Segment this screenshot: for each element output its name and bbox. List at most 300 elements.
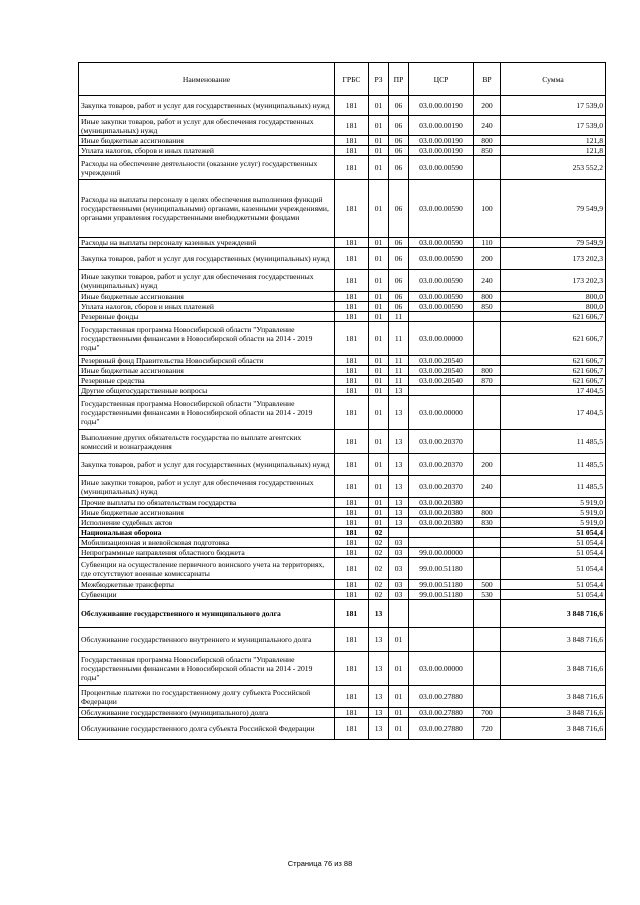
table-row — [79, 498, 606, 508]
cell-grbs: 181 — [335, 156, 369, 180]
cell-grbs: 181 — [335, 454, 369, 476]
header-grbs: ГРБС — [335, 63, 369, 96]
cell-rz: 01 — [369, 476, 389, 498]
cell-csr — [409, 538, 474, 548]
table-header-row — [79, 63, 606, 96]
cell-name: Государственная программа Новосибирской области "Управление государственными финансами в Новосибирской области на 2014 - 2019 годы" — [79, 396, 335, 430]
cell-rz: 01 — [369, 312, 389, 322]
cell-rz: 01 — [369, 396, 389, 430]
cell-sum: 3 848 716,6 — [501, 652, 606, 686]
table-row — [79, 366, 606, 376]
cell-grbs: 181 — [335, 518, 369, 528]
cell-rz: 01 — [369, 292, 389, 302]
table-row — [79, 454, 606, 476]
cell-pr: 06 — [389, 238, 409, 248]
budget-table — [78, 62, 606, 740]
cell-pr: 06 — [389, 146, 409, 156]
cell-sum: 621 606,7 — [501, 376, 606, 386]
cell-sum: 51 054,4 — [501, 590, 606, 600]
cell-pr: 11 — [389, 312, 409, 322]
cell-vr: 530 — [474, 590, 501, 600]
cell-csr: 99.0.00.51180 — [409, 580, 474, 590]
header-csr: ЦСР — [409, 63, 474, 96]
cell-sum: 51 054,4 — [501, 528, 606, 538]
cell-name: Обслуживание государственного и муниципального долга — [79, 600, 335, 628]
table-row — [79, 718, 606, 740]
cell-rz: 02 — [369, 580, 389, 590]
cell-vr: 800 — [474, 366, 501, 376]
cell-grbs: 181 — [335, 248, 369, 270]
cell-csr: 03.0.00.00000 — [409, 322, 474, 356]
cell-sum: 11 485,5 — [501, 476, 606, 498]
cell-rz: 01 — [369, 136, 389, 146]
cell-rz: 01 — [369, 518, 389, 528]
cell-pr: 11 — [389, 366, 409, 376]
table-row — [79, 292, 606, 302]
cell-vr — [474, 538, 501, 548]
cell-grbs: 181 — [335, 686, 369, 708]
cell-pr: 13 — [389, 430, 409, 454]
cell-sum: 3 848 716,6 — [501, 628, 606, 652]
cell-sum: 3 848 716,6 — [501, 718, 606, 740]
cell-pr: 06 — [389, 270, 409, 292]
cell-vr — [474, 600, 501, 628]
cell-sum: 621 606,7 — [501, 356, 606, 366]
cell-vr: 700 — [474, 708, 501, 718]
cell-csr — [409, 528, 474, 538]
table-row — [79, 708, 606, 718]
cell-grbs: 181 — [335, 430, 369, 454]
cell-csr — [409, 386, 474, 396]
cell-sum: 17 404,5 — [501, 386, 606, 396]
cell-csr: 03.0.00.00590 — [409, 292, 474, 302]
cell-csr: 03.0.00.20370 — [409, 454, 474, 476]
header-name: Наименование — [79, 63, 335, 96]
cell-rz: 01 — [369, 180, 389, 238]
cell-sum: 121,8 — [501, 146, 606, 156]
cell-csr — [409, 312, 474, 322]
table-row — [79, 396, 606, 430]
cell-pr: 06 — [389, 136, 409, 146]
cell-sum: 253 552,2 — [501, 156, 606, 180]
table-row — [79, 538, 606, 548]
cell-name: Государственная программа Новосибирской области "Управление государственными финансами в Новосибирской области на 2014 - 2019 годы" — [79, 322, 335, 356]
cell-grbs: 181 — [335, 322, 369, 356]
table-row — [79, 270, 606, 292]
cell-rz: 01 — [369, 508, 389, 518]
cell-name: Обслуживание государственного долга субъекта Российской Федерации — [79, 718, 335, 740]
cell-pr: 11 — [389, 376, 409, 386]
header-pr: ПР — [389, 63, 409, 96]
cell-pr: 03 — [389, 558, 409, 580]
cell-pr: 03 — [389, 548, 409, 558]
table-row — [79, 476, 606, 498]
cell-pr: 13 — [389, 454, 409, 476]
cell-grbs: 181 — [335, 590, 369, 600]
budget-table-sheet — [78, 62, 605, 740]
cell-name: Непрограммные направления областного бюджета — [79, 548, 335, 558]
cell-name: Иные закупки товаров, работ и услуг для обеспечения государственных (муниципальных) нужд — [79, 270, 335, 292]
cell-grbs: 181 — [335, 708, 369, 718]
cell-sum: 5 919,0 — [501, 498, 606, 508]
table-row — [79, 322, 606, 356]
cell-pr: 13 — [389, 396, 409, 430]
cell-grbs: 181 — [335, 116, 369, 136]
cell-vr — [474, 686, 501, 708]
cell-rz: 01 — [369, 156, 389, 180]
cell-pr: 06 — [389, 302, 409, 312]
cell-sum: 5 919,0 — [501, 508, 606, 518]
cell-vr — [474, 430, 501, 454]
cell-name: Резервные фонды — [79, 312, 335, 322]
cell-rz: 01 — [369, 248, 389, 270]
cell-rz: 01 — [369, 454, 389, 476]
cell-pr: 06 — [389, 180, 409, 238]
cell-sum: 621 606,7 — [501, 312, 606, 322]
cell-name: Иные закупки товаров, работ и услуг для обеспечения государственных (муниципальных) нужд — [79, 476, 335, 498]
cell-vr: 870 — [474, 376, 501, 386]
cell-grbs: 181 — [335, 270, 369, 292]
cell-name: Иные закупки товаров, работ и услуг для обеспечения государственных (муниципальных) нужд — [79, 116, 335, 136]
cell-grbs: 181 — [335, 292, 369, 302]
cell-pr: 06 — [389, 248, 409, 270]
table-row — [79, 518, 606, 528]
cell-vr: 850 — [474, 146, 501, 156]
cell-rz: 01 — [369, 116, 389, 136]
cell-rz: 02 — [369, 538, 389, 548]
cell-rz: 01 — [369, 238, 389, 248]
table-row — [79, 386, 606, 396]
cell-grbs: 181 — [335, 528, 369, 538]
cell-grbs: 181 — [335, 386, 369, 396]
cell-sum: 51 054,4 — [501, 538, 606, 548]
cell-rz: 13 — [369, 718, 389, 740]
cell-grbs: 181 — [335, 718, 369, 740]
table-row — [79, 312, 606, 322]
cell-grbs: 181 — [335, 476, 369, 498]
cell-pr: 13 — [389, 498, 409, 508]
cell-grbs: 181 — [335, 366, 369, 376]
cell-rz: 13 — [369, 628, 389, 652]
table-body — [79, 96, 606, 740]
cell-pr: 13 — [389, 508, 409, 518]
cell-vr — [474, 156, 501, 180]
cell-name: Расходы на выплаты персоналу казенных учреждений — [79, 238, 335, 248]
cell-rz: 13 — [369, 708, 389, 718]
cell-grbs: 181 — [335, 508, 369, 518]
cell-vr: 240 — [474, 270, 501, 292]
cell-name: Уплата налогов, сборов и иных платежей — [79, 302, 335, 312]
cell-grbs: 181 — [335, 376, 369, 386]
table-row — [79, 558, 606, 580]
cell-grbs: 181 — [335, 628, 369, 652]
cell-name: Прочие выплаты по обязательствам государства — [79, 498, 335, 508]
cell-sum: 11 485,5 — [501, 454, 606, 476]
cell-pr: 11 — [389, 356, 409, 366]
cell-rz: 01 — [369, 430, 389, 454]
cell-vr: 850 — [474, 302, 501, 312]
table-row — [79, 600, 606, 628]
cell-sum: 51 054,4 — [501, 548, 606, 558]
cell-pr: 11 — [389, 322, 409, 356]
cell-csr: 03.0.00.27880 — [409, 718, 474, 740]
page-footer: Страница 76 из 88 — [287, 859, 353, 868]
cell-name: Закупка товаров, работ и услуг для государственных (муниципальных) нужд — [79, 454, 335, 476]
cell-name: Расходы на выплаты персоналу в целях обеспечения выполнения функций государственными (муниципальными) органами, казенными учреждениями, органами управления государственными внебюджетными фондами — [79, 180, 335, 238]
cell-csr: 03.0.00.20370 — [409, 430, 474, 454]
table-row — [79, 180, 606, 238]
cell-vr: 200 — [474, 96, 501, 116]
cell-rz: 01 — [369, 366, 389, 376]
cell-vr: 240 — [474, 116, 501, 136]
cell-name: Национальная оборона — [79, 528, 335, 538]
cell-name: Иные бюджетные ассигнования — [79, 136, 335, 146]
cell-csr: 03.0.00.00000 — [409, 396, 474, 430]
cell-vr: 500 — [474, 580, 501, 590]
cell-csr: 03.0.00.00590 — [409, 302, 474, 312]
cell-vr: 110 — [474, 238, 501, 248]
cell-rz: 02 — [369, 590, 389, 600]
cell-csr: 03.0.00.00190 — [409, 96, 474, 116]
cell-csr — [409, 628, 474, 652]
cell-rz: 01 — [369, 96, 389, 116]
cell-csr: 03.0.00.20380 — [409, 508, 474, 518]
cell-name: Межбюджетные трансферты — [79, 580, 335, 590]
cell-rz: 01 — [369, 270, 389, 292]
cell-sum: 3 848 716,6 — [501, 600, 606, 628]
cell-name: Субвенции — [79, 590, 335, 600]
cell-csr: 03.0.00.20540 — [409, 366, 474, 376]
cell-vr: 800 — [474, 508, 501, 518]
cell-csr: 03.0.00.27880 — [409, 708, 474, 718]
cell-sum: 17 404,5 — [501, 396, 606, 430]
table-row — [79, 580, 606, 590]
cell-name: Исполнение судебных актов — [79, 518, 335, 528]
cell-pr: 01 — [389, 628, 409, 652]
cell-pr: 13 — [389, 386, 409, 396]
cell-pr: 06 — [389, 156, 409, 180]
table-row — [79, 238, 606, 248]
cell-vr: 200 — [474, 454, 501, 476]
table-row — [79, 508, 606, 518]
table-row — [79, 590, 606, 600]
cell-csr: 99.0.00.00000 — [409, 548, 474, 558]
cell-sum: 3 848 716,6 — [501, 686, 606, 708]
cell-name: Закупка товаров, работ и услуг для государственных (муниципальных) нужд — [79, 248, 335, 270]
cell-vr — [474, 528, 501, 538]
cell-name: Обслуживание государственного (муниципального) долга — [79, 708, 335, 718]
cell-pr: 03 — [389, 590, 409, 600]
cell-grbs: 181 — [335, 302, 369, 312]
header-rz: РЗ — [369, 63, 389, 96]
cell-rz: 02 — [369, 558, 389, 580]
cell-grbs: 181 — [335, 238, 369, 248]
cell-rz: 01 — [369, 146, 389, 156]
cell-name: Резервный фонд Правительства Новосибирской области — [79, 356, 335, 366]
header-vr: ВР — [474, 63, 501, 96]
cell-grbs: 181 — [335, 538, 369, 548]
cell-name: Иные бюджетные ассигнования — [79, 508, 335, 518]
cell-grbs: 181 — [335, 498, 369, 508]
cell-vr — [474, 396, 501, 430]
table-row — [79, 136, 606, 146]
cell-name: Обслуживание государственного внутреннего и муниципального долга — [79, 628, 335, 652]
cell-vr — [474, 652, 501, 686]
cell-name: Государственная программа Новосибирской области "Управление государственными финансами в Новосибирской области на 2014 - 2019 годы" — [79, 652, 335, 686]
table-row — [79, 302, 606, 312]
table-row — [79, 686, 606, 708]
cell-grbs: 181 — [335, 652, 369, 686]
cell-name: Резервные средства — [79, 376, 335, 386]
cell-name: Процентные платежи по государственному долгу субъекта Российской Федерации — [79, 686, 335, 708]
cell-grbs: 181 — [335, 548, 369, 558]
cell-name: Другие общегосударственные вопросы — [79, 386, 335, 396]
table-row — [79, 430, 606, 454]
cell-csr: 03.0.00.00590 — [409, 180, 474, 238]
cell-sum: 621 606,7 — [501, 322, 606, 356]
cell-vr — [474, 628, 501, 652]
table-row — [79, 548, 606, 558]
cell-csr: 03.0.00.00190 — [409, 146, 474, 156]
cell-csr: 03.0.00.00590 — [409, 270, 474, 292]
cell-csr: 03.0.00.00000 — [409, 652, 474, 686]
cell-vr — [474, 386, 501, 396]
cell-rz: 01 — [369, 376, 389, 386]
cell-csr: 03.0.00.20540 — [409, 376, 474, 386]
cell-grbs: 181 — [335, 396, 369, 430]
cell-rz: 01 — [369, 498, 389, 508]
cell-rz: 02 — [369, 528, 389, 538]
table-row — [79, 96, 606, 116]
table-row — [79, 652, 606, 686]
cell-vr — [474, 498, 501, 508]
cell-grbs: 181 — [335, 146, 369, 156]
table-row — [79, 356, 606, 366]
cell-csr: 03.0.00.00590 — [409, 156, 474, 180]
cell-vr: 240 — [474, 476, 501, 498]
cell-vr — [474, 356, 501, 366]
cell-pr: 06 — [389, 96, 409, 116]
cell-csr: 03.0.00.00590 — [409, 248, 474, 270]
cell-sum: 51 054,4 — [501, 558, 606, 580]
cell-grbs: 181 — [335, 96, 369, 116]
table-row — [79, 628, 606, 652]
cell-pr — [389, 528, 409, 538]
cell-vr — [474, 548, 501, 558]
cell-vr — [474, 322, 501, 356]
cell-sum: 621 606,7 — [501, 366, 606, 376]
table-row — [79, 376, 606, 386]
cell-grbs: 181 — [335, 136, 369, 146]
cell-sum: 51 054,4 — [501, 580, 606, 590]
cell-vr: 800 — [474, 292, 501, 302]
cell-rz: 13 — [369, 686, 389, 708]
cell-sum: 17 539,0 — [501, 116, 606, 136]
cell-sum: 79 549,9 — [501, 238, 606, 248]
cell-name: Расходы на обеспечение деятельности (оказание услуг) государственных учреждений — [79, 156, 335, 180]
cell-name: Уплата налогов, сборов и иных платежей — [79, 146, 335, 156]
table-row — [79, 146, 606, 156]
cell-csr: 03.0.00.00190 — [409, 136, 474, 146]
cell-pr: 03 — [389, 538, 409, 548]
cell-pr: 01 — [389, 652, 409, 686]
cell-csr: 03.0.00.00190 — [409, 116, 474, 136]
cell-csr: 03.0.00.00590 — [409, 238, 474, 248]
cell-rz: 13 — [369, 600, 389, 628]
cell-name: Закупка товаров, работ и услуг для государственных (муниципальных) нужд — [79, 96, 335, 116]
cell-vr: 720 — [474, 718, 501, 740]
table-row — [79, 116, 606, 136]
cell-csr: 03.0.00.20380 — [409, 498, 474, 508]
cell-csr: 03.0.00.20370 — [409, 476, 474, 498]
cell-sum: 5 919,0 — [501, 518, 606, 528]
cell-grbs: 181 — [335, 580, 369, 590]
cell-rz: 02 — [369, 548, 389, 558]
cell-grbs: 181 — [335, 600, 369, 628]
cell-rz: 01 — [369, 302, 389, 312]
cell-pr: 01 — [389, 686, 409, 708]
cell-vr — [474, 558, 501, 580]
cell-vr: 800 — [474, 136, 501, 146]
cell-csr — [409, 600, 474, 628]
cell-grbs: 181 — [335, 180, 369, 238]
cell-vr: 200 — [474, 248, 501, 270]
cell-name: Иные бюджетные ассигнования — [79, 366, 335, 376]
cell-sum: 800,0 — [501, 292, 606, 302]
cell-rz: 01 — [369, 356, 389, 366]
cell-rz: 01 — [369, 386, 389, 396]
table-row — [79, 248, 606, 270]
cell-pr: 06 — [389, 292, 409, 302]
cell-grbs: 181 — [335, 312, 369, 322]
cell-pr: 13 — [389, 476, 409, 498]
cell-sum: 173 202,3 — [501, 270, 606, 292]
cell-vr — [474, 312, 501, 322]
header-sum: Сумма — [501, 63, 606, 96]
table-row — [79, 528, 606, 538]
cell-csr: 03.0.00.20380 — [409, 518, 474, 528]
cell-sum: 800,0 — [501, 302, 606, 312]
cell-vr: 100 — [474, 180, 501, 238]
cell-name: Субвенции на осуществление первичного воинского учета на территориях, где отсутствуют военные комиссариаты — [79, 558, 335, 580]
cell-pr: 01 — [389, 708, 409, 718]
cell-sum: 121,8 — [501, 136, 606, 146]
cell-csr: 03.0.00.20540 — [409, 356, 474, 366]
cell-grbs: 181 — [335, 558, 369, 580]
cell-csr: 99.0.00.51180 — [409, 590, 474, 600]
cell-vr: 830 — [474, 518, 501, 528]
table-row — [79, 156, 606, 180]
cell-sum: 3 848 716,6 — [501, 708, 606, 718]
cell-rz: 13 — [369, 652, 389, 686]
cell-pr: 01 — [389, 718, 409, 740]
cell-rz: 01 — [369, 322, 389, 356]
cell-pr: 03 — [389, 580, 409, 590]
cell-sum: 11 485,5 — [501, 430, 606, 454]
cell-sum: 173 202,3 — [501, 248, 606, 270]
cell-pr: 06 — [389, 116, 409, 136]
cell-name: Выполнение других обязательств государства по выплате агентских комиссий и вознаграждения — [79, 430, 335, 454]
cell-pr — [389, 600, 409, 628]
cell-sum: 79 549,9 — [501, 180, 606, 238]
cell-name: Иные бюджетные ассигнования — [79, 292, 335, 302]
cell-name: Мобилизационная и вневойсковая подготовка — [79, 538, 335, 548]
cell-pr: 13 — [389, 518, 409, 528]
cell-grbs: 181 — [335, 356, 369, 366]
cell-csr: 99.0.00.51180 — [409, 558, 474, 580]
cell-sum: 17 539,0 — [501, 96, 606, 116]
cell-csr: 03.0.00.27880 — [409, 686, 474, 708]
